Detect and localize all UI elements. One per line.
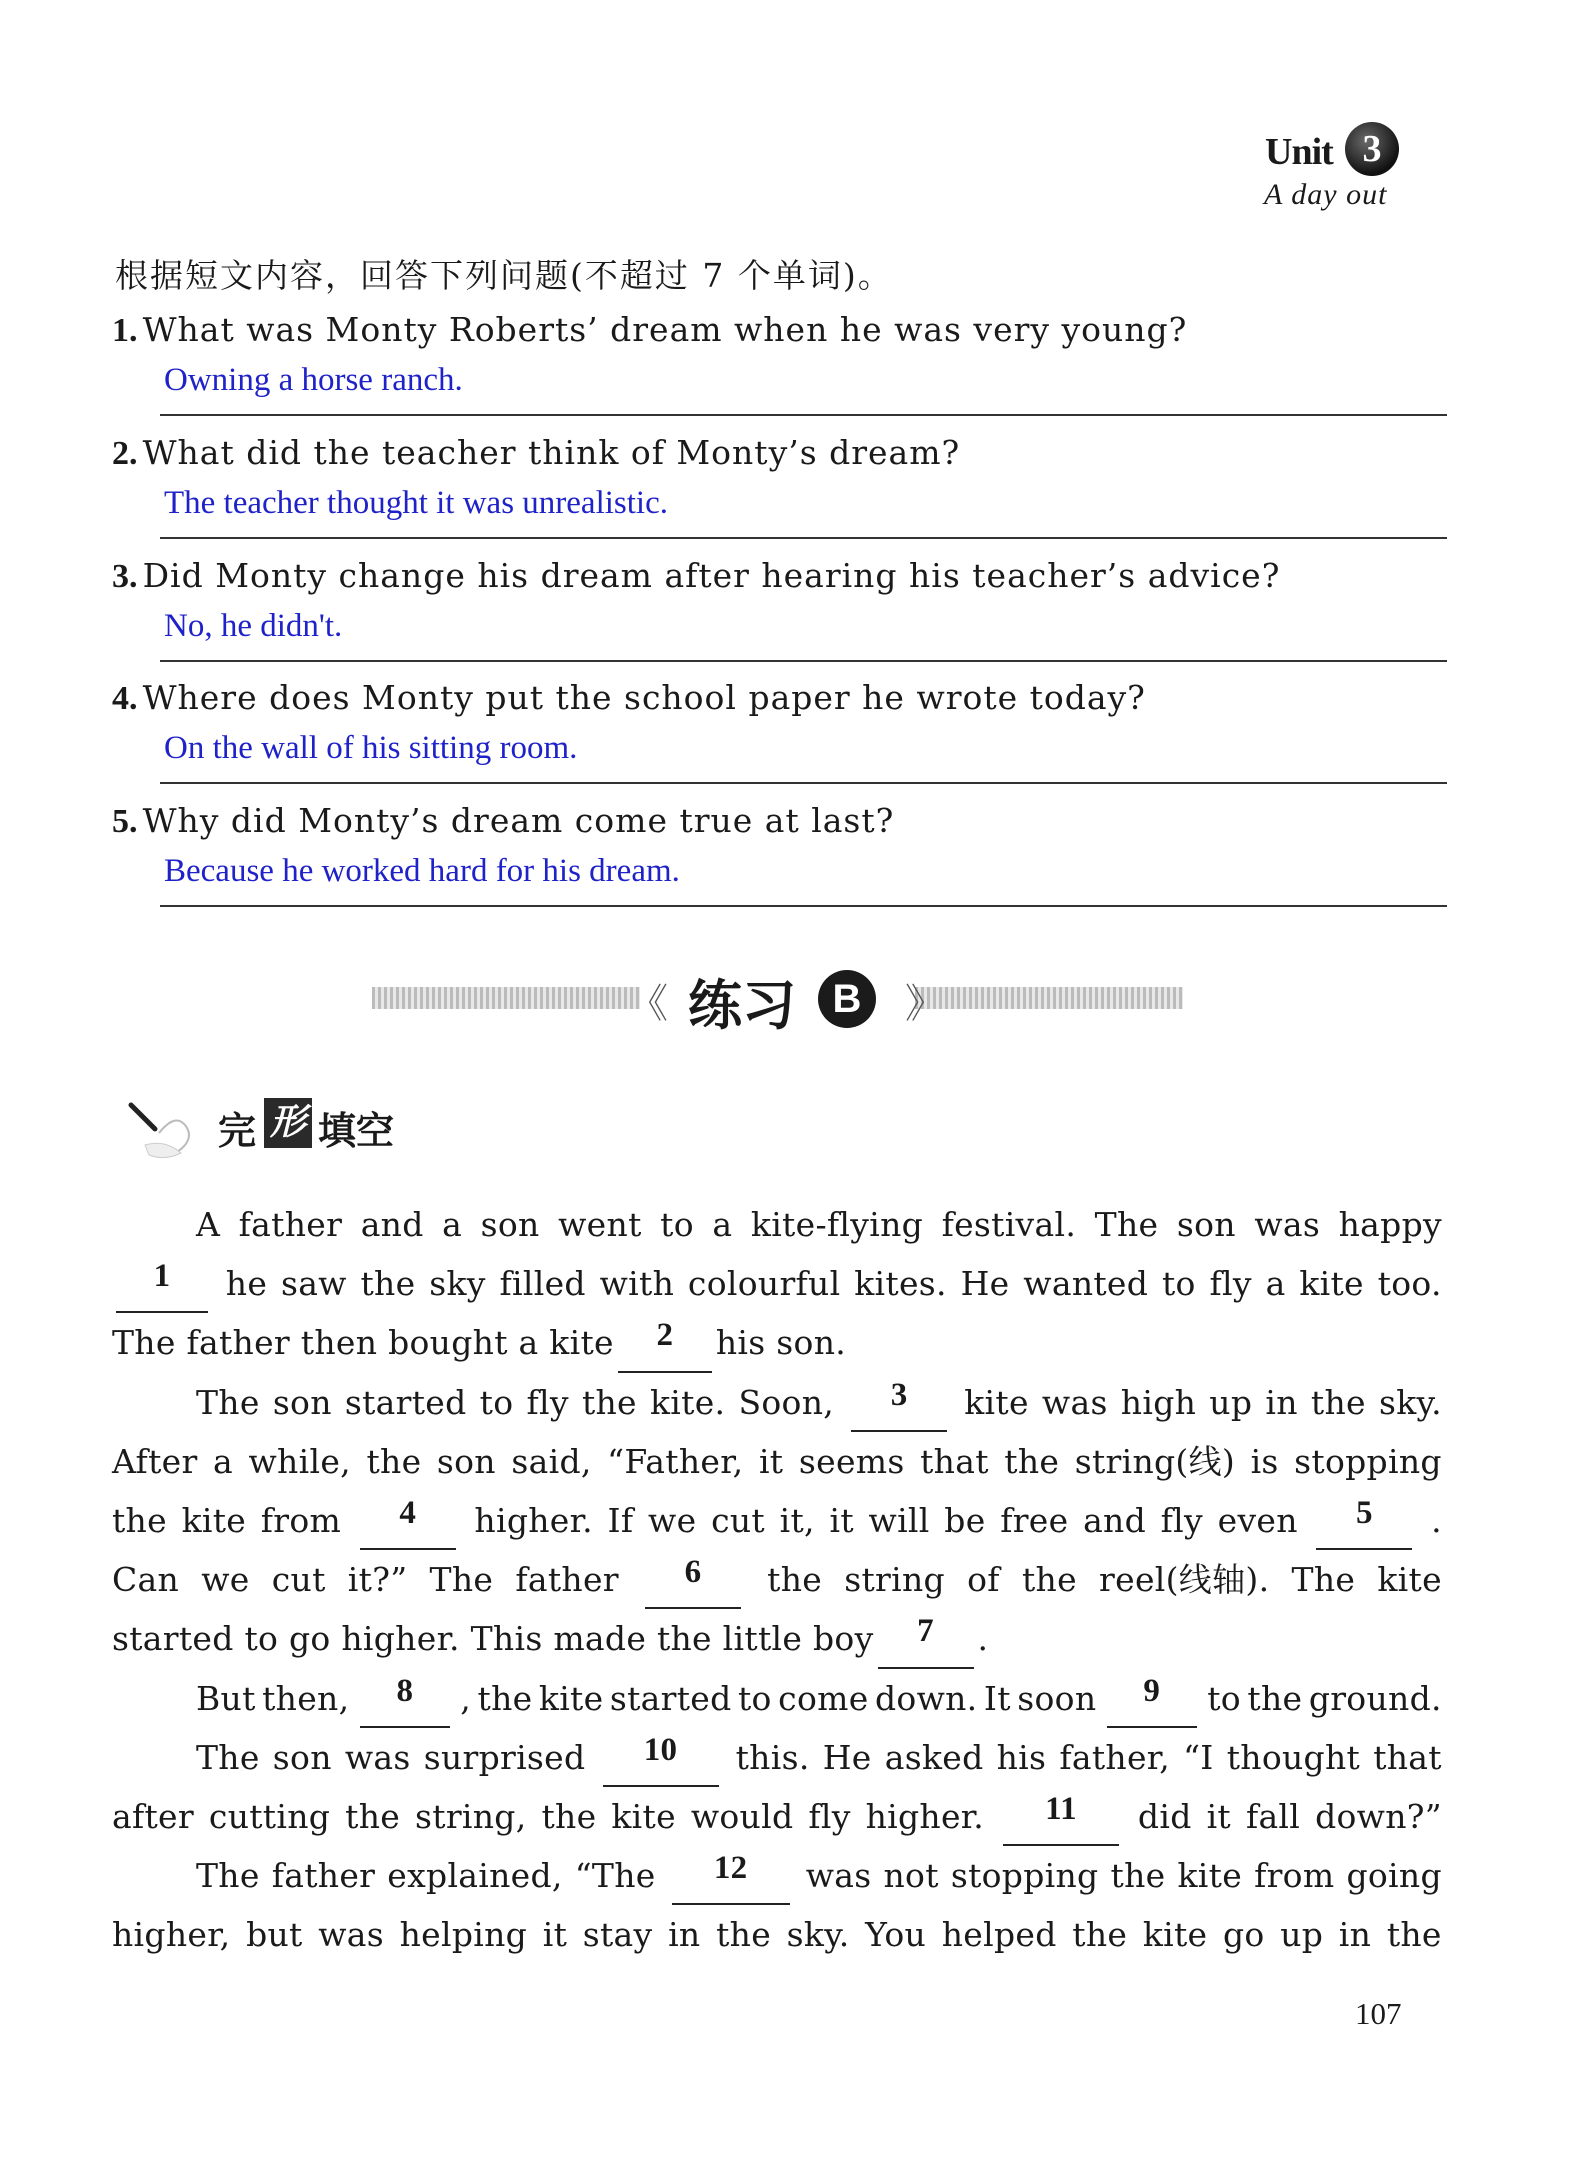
question-item <box>112 678 1442 766</box>
passage-word: while, <box>248 1441 351 1481</box>
passage-word: sky <box>429 1264 486 1304</box>
passage-word: He <box>960 1264 1010 1304</box>
passage-line <box>112 1846 1442 1905</box>
blank-2[interactable]: 2 <box>618 1313 712 1372</box>
passage-word: helping <box>399 1915 528 1955</box>
passage-word: festival. <box>941 1205 1077 1244</box>
passage-word: this. <box>735 1737 810 1777</box>
question-number: 5. <box>112 803 138 840</box>
passage-word: it <box>1206 1796 1231 1836</box>
passage-word: high <box>1120 1382 1197 1422</box>
passage-line <box>112 1432 1442 1491</box>
passage-word: his son. <box>715 1323 847 1363</box>
passage-line <box>112 1313 1442 1372</box>
passage-word: a <box>213 1441 234 1481</box>
passage-word: The <box>1094 1205 1159 1244</box>
cloze-heading-highlight: 形 <box>264 1098 312 1148</box>
question-item <box>112 556 1442 644</box>
passage-word: too. <box>1377 1264 1442 1304</box>
question-item <box>112 433 1442 521</box>
passage-word: father <box>238 1205 343 1244</box>
passage-word: string(线) <box>1074 1441 1236 1481</box>
passage-word: would <box>690 1796 794 1836</box>
question-number: 3. <box>112 558 138 595</box>
passage-word: it <box>542 1915 568 1955</box>
passage-word: will <box>868 1500 930 1540</box>
blank-5[interactable]: 5 <box>1316 1491 1412 1550</box>
passage-word: with <box>599 1264 675 1304</box>
passage-word: higher, <box>112 1915 231 1955</box>
passage-word: started <box>609 1678 732 1718</box>
instruction-text: 根据短文内容，回答下列问题(不超过 7 个单词)。 <box>115 256 893 295</box>
passage-word: from <box>1254 1856 1335 1896</box>
passage-word: happy <box>1338 1205 1442 1244</box>
passage-word: seems <box>798 1441 905 1481</box>
unit-label: Unit <box>1265 131 1333 173</box>
passage-line <box>112 1905 1442 1964</box>
passage-word: surprised <box>423 1737 586 1777</box>
passage-word: to <box>1161 1264 1196 1304</box>
passage-word: kites. <box>854 1264 947 1304</box>
passage-word: started to go higher. This made the little boy <box>112 1619 874 1659</box>
passage-word: the <box>1247 1678 1303 1718</box>
passage-word: fly <box>1160 1500 1203 1540</box>
passage-word: even <box>1217 1500 1298 1540</box>
passage-word: You <box>865 1915 927 1955</box>
passage-word: is <box>1250 1441 1279 1481</box>
passage-word: saw <box>280 1264 347 1304</box>
passage-word: the <box>1386 1915 1442 1955</box>
passage-word: that <box>920 1441 989 1481</box>
passage-word: The <box>196 1856 260 1896</box>
answer-line <box>160 537 1447 539</box>
section-badge: B <box>818 970 876 1028</box>
passage-word: did <box>1137 1796 1192 1836</box>
passage-line <box>112 1728 1442 1787</box>
passage-word: “I <box>1183 1737 1214 1777</box>
section-title: 练习 <box>688 974 796 1037</box>
passage-word: that <box>1373 1737 1442 1777</box>
cloze-heading-text: 填空 <box>318 1109 395 1153</box>
passage-word: ground. <box>1308 1678 1442 1718</box>
passage-word: to <box>738 1678 772 1718</box>
passage-word: son <box>1176 1205 1236 1244</box>
passage-word: it <box>758 1441 784 1481</box>
pen-icon <box>125 1095 215 1165</box>
cloze-heading-char: 完 <box>218 1109 257 1153</box>
passage-word: sky. <box>1378 1382 1442 1422</box>
unit-subtitle: A day out <box>1264 178 1388 211</box>
passage-word: a <box>1265 1264 1286 1304</box>
passage-word: He <box>822 1737 872 1777</box>
cloze-passage <box>112 1195 1442 1964</box>
passage-word: the <box>1004 1441 1060 1481</box>
passage-word: the <box>1310 1382 1366 1422</box>
passage-word: and <box>1083 1500 1147 1540</box>
passage-word: not <box>883 1856 939 1896</box>
question-text: Did Monty change his dream after hearing his teacher’s advice? <box>142 556 1281 595</box>
passage-word: kite-flying <box>750 1205 924 1244</box>
passage-line <box>112 1254 1442 1313</box>
passage-word: go <box>1222 1915 1265 1955</box>
passage-word: a <box>712 1205 733 1244</box>
passage-word: in <box>1265 1382 1298 1422</box>
blank-1[interactable]: 1 <box>116 1254 208 1313</box>
question-text: Where does Monty put the school paper he wrote today? <box>142 678 1146 717</box>
passage-word: asked <box>884 1737 984 1777</box>
passage-word: it?” <box>347 1560 408 1600</box>
blank-10[interactable]: 10 <box>603 1728 719 1787</box>
passage-word: higher. <box>865 1796 985 1836</box>
passage-line <box>112 1669 1442 1728</box>
blank-3[interactable]: 3 <box>851 1373 947 1432</box>
passage-word: If <box>607 1500 634 1540</box>
passage-word: kite <box>1377 1560 1442 1600</box>
passage-word: his <box>996 1737 1047 1777</box>
passage-word: fall <box>1245 1796 1301 1836</box>
passage-line <box>112 1787 1442 1846</box>
passage-word: son <box>272 1382 332 1422</box>
passage-word: explained, <box>387 1856 563 1896</box>
passage-word: it, <box>779 1500 815 1540</box>
passage-word: the <box>767 1560 823 1600</box>
passage-word: from <box>260 1500 342 1540</box>
passage-word: . <box>1431 1500 1442 1540</box>
answer-text: The teacher thought it was unrealistic. <box>164 485 668 521</box>
passage-word: fly <box>808 1796 851 1836</box>
passage-word: The <box>429 1560 494 1600</box>
question-number: 1. <box>112 312 138 349</box>
blank-7[interactable]: 7 <box>878 1609 974 1668</box>
passage-word: the <box>581 1382 637 1422</box>
passage-word: father <box>515 1560 619 1600</box>
passage-word: was <box>805 1856 872 1896</box>
passage-word: father, <box>1059 1737 1171 1777</box>
answer-text: No, he didn't. <box>164 608 343 644</box>
passage-word: we <box>648 1500 697 1540</box>
passage-word: down?” <box>1315 1796 1442 1836</box>
passage-word: The <box>196 1382 260 1422</box>
passage-word: fly <box>1209 1264 1252 1304</box>
answer-text: Because he worked hard for his dream. <box>164 853 680 889</box>
passage-word: filled <box>499 1264 586 1304</box>
passage-word: in <box>668 1915 701 1955</box>
passage-word: free <box>1000 1500 1069 1540</box>
passage-word: kite <box>964 1382 1029 1422</box>
passage-word: string <box>844 1560 945 1600</box>
question-text: What did the teacher think of Monty’s dream? <box>142 433 961 472</box>
passage-word: was <box>318 1915 384 1955</box>
passage-word: stay <box>582 1915 653 1955</box>
passage-word: then, <box>262 1678 350 1718</box>
answer-line <box>160 414 1447 416</box>
passage-word: Soon, <box>738 1382 835 1422</box>
passage-word: Can <box>112 1560 180 1600</box>
passage-word: A <box>196 1205 221 1244</box>
passage-word: string, <box>415 1796 527 1836</box>
passage-word: But <box>196 1678 256 1718</box>
passage-word: going <box>1346 1856 1442 1896</box>
blank-11[interactable]: 11 <box>1003 1787 1119 1846</box>
passage-word: father <box>271 1856 376 1896</box>
passage-word: the <box>1072 1915 1128 1955</box>
passage-word: The <box>1291 1560 1356 1600</box>
passage-word: in <box>1338 1915 1372 1955</box>
passage-word: stopping <box>950 1856 1099 1896</box>
blank-6[interactable]: 6 <box>645 1550 741 1609</box>
passage-word: it <box>829 1500 854 1540</box>
passage-word: the <box>1110 1856 1166 1896</box>
question-item <box>112 801 1442 889</box>
passage-word: said, <box>511 1441 592 1481</box>
passage-word: soon <box>1017 1678 1097 1718</box>
passage-word: started <box>344 1382 467 1422</box>
passage-word: The <box>196 1737 260 1777</box>
passage-word: the <box>345 1796 401 1836</box>
passage-word: sky. <box>786 1915 850 1955</box>
passage-word: was <box>1041 1382 1108 1422</box>
passage-word: and <box>360 1205 424 1244</box>
passage-line <box>112 1550 1442 1609</box>
passage-word: after <box>112 1796 194 1836</box>
passage-word: the <box>360 1264 416 1304</box>
passage-word: of <box>967 1560 1000 1600</box>
blank-4[interactable]: 4 <box>360 1491 456 1550</box>
answer-line <box>160 782 1447 784</box>
passage-word: son <box>480 1205 540 1244</box>
passage-word: down. <box>874 1678 978 1718</box>
passage-word: the <box>1021 1560 1077 1600</box>
passage-word: was <box>1254 1205 1321 1244</box>
passage-word: up <box>1209 1382 1253 1422</box>
passage-word: thought <box>1226 1737 1361 1777</box>
passage-word: come <box>778 1678 869 1718</box>
passage-word: kite <box>538 1678 604 1718</box>
passage-word: to <box>660 1205 694 1244</box>
passage-word: fly <box>526 1382 569 1422</box>
question-number: 2. <box>112 435 138 472</box>
passage-word: kite <box>1142 1915 1208 1955</box>
passage-line <box>112 1491 1442 1550</box>
passage-word: , <box>460 1678 472 1718</box>
passage-word: reel(线轴). <box>1099 1560 1270 1600</box>
passage-word: It <box>983 1678 1011 1718</box>
passage-word: The father then bought a kite <box>112 1323 614 1363</box>
passage-word: the <box>112 1500 167 1540</box>
passage-word: but <box>246 1915 303 1955</box>
section-left-bracket: 《 <box>628 981 668 1027</box>
section-divider-right <box>915 987 1183 1009</box>
passage-word: “Father, <box>607 1441 744 1481</box>
passage-word: we <box>201 1560 250 1600</box>
answer-text: Owning a horse ranch. <box>164 362 463 398</box>
passage-word: be <box>944 1500 986 1540</box>
passage-word: higher. <box>474 1500 593 1540</box>
passage-word: kite <box>1177 1856 1243 1896</box>
passage-word: the <box>477 1678 533 1718</box>
passage-line <box>112 1195 1442 1254</box>
question-item <box>112 310 1442 398</box>
passage-word: wanted <box>1023 1264 1149 1304</box>
passage-word: “The <box>574 1856 656 1896</box>
blank-8[interactable]: 8 <box>360 1669 450 1728</box>
passage-word: he <box>225 1264 268 1304</box>
passage-word: cut <box>271 1560 326 1600</box>
blank-12[interactable]: 12 <box>672 1846 790 1905</box>
passage-word: up <box>1280 1915 1324 1955</box>
blank-9[interactable]: 9 <box>1107 1669 1197 1728</box>
passage-word: colourful <box>687 1264 841 1304</box>
passage-word: helped <box>941 1915 1057 1955</box>
passage-word: After <box>112 1441 198 1481</box>
answer-line <box>160 660 1447 662</box>
passage-word: son <box>436 1441 496 1481</box>
passage-word: kite <box>1299 1264 1364 1304</box>
passage-line <box>112 1609 1442 1668</box>
section-right-bracket: 》 <box>905 981 945 1027</box>
passage-word: went <box>558 1205 642 1244</box>
passage-word: the <box>541 1796 597 1836</box>
question-number: 4. <box>112 680 138 717</box>
passage-line <box>112 1373 1442 1432</box>
passage-word: kite <box>611 1796 676 1836</box>
question-text: What was Monty Roberts’ dream when he was very young? <box>142 310 1188 349</box>
passage-word: kite <box>181 1500 247 1540</box>
passage-word: cutting <box>208 1796 331 1836</box>
passage-word: . <box>977 1619 989 1659</box>
unit-number-badge: 3 <box>1345 122 1399 176</box>
section-divider-left <box>372 987 640 1009</box>
answer-line <box>160 905 1447 907</box>
page-number: 107 <box>1355 1996 1402 2031</box>
passage-word: kite. <box>650 1382 726 1422</box>
answer-text: On the wall of his sitting room. <box>164 730 578 766</box>
passage-word: cut <box>711 1500 765 1540</box>
passage-word: was <box>344 1737 411 1777</box>
passage-word: to <box>1207 1678 1241 1718</box>
passage-word: to <box>479 1382 514 1422</box>
passage-word: a <box>442 1205 463 1244</box>
passage-word: the <box>716 1915 772 1955</box>
passage-word: the <box>366 1441 422 1481</box>
passage-word: son <box>272 1737 332 1777</box>
passage-word: stopping <box>1294 1441 1442 1481</box>
question-text: Why did Monty’s dream come true at last? <box>142 801 895 840</box>
